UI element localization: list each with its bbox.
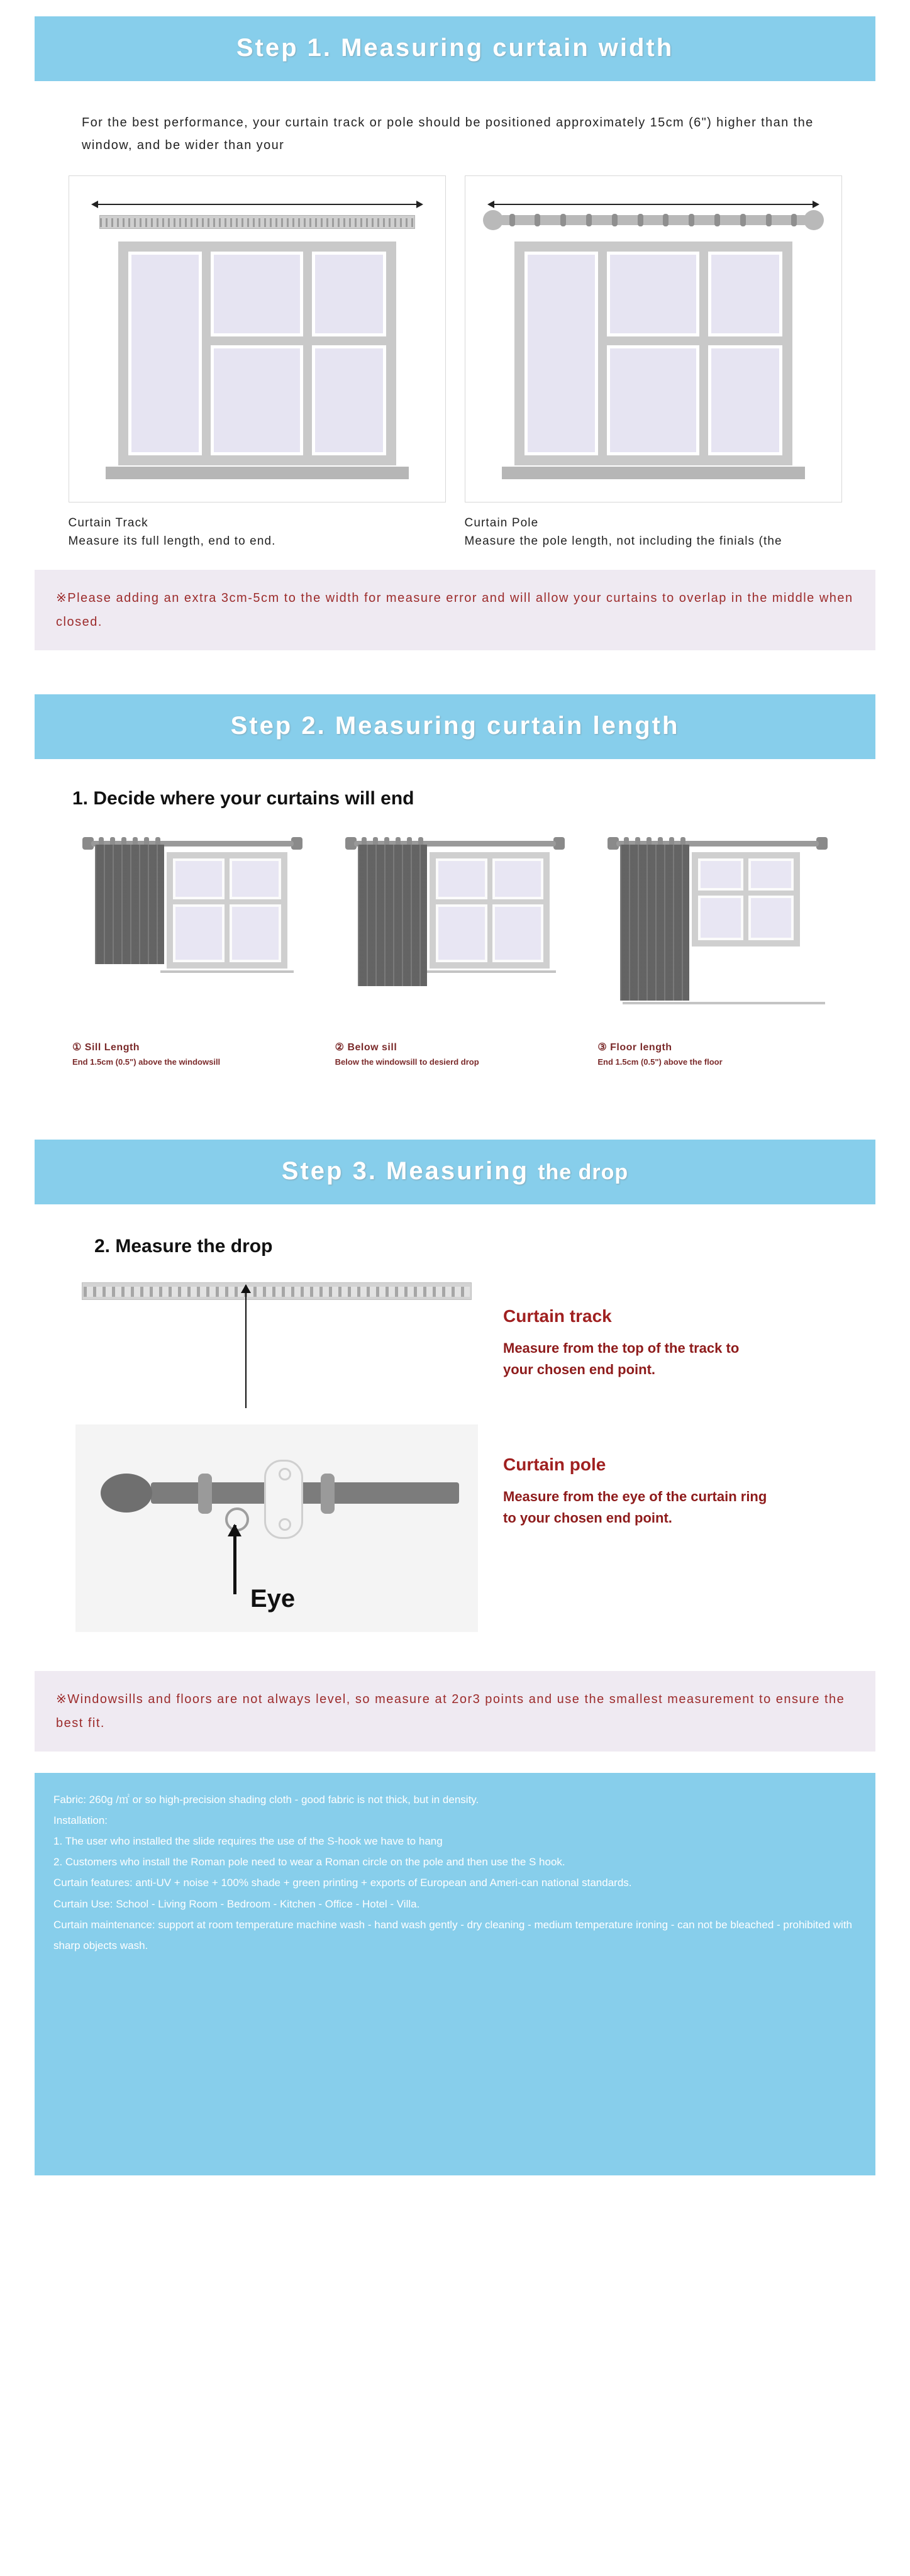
- windowsill-line: [423, 970, 557, 973]
- window-frame: [118, 242, 396, 465]
- windowsill-line: [160, 970, 294, 973]
- option-floor-length: [597, 827, 838, 1067]
- pole-caption-title: Curtain Pole: [464, 516, 539, 530]
- step1-diagram-row: [0, 175, 910, 551]
- window-pane: [211, 345, 303, 455]
- option-below-sill-detail: Below the windowsill to desierd drop: [335, 1057, 479, 1067]
- curtain-pole-title: Curtain pole: [503, 1454, 606, 1474]
- width-arrow-icon: [97, 204, 417, 205]
- window-frame: [430, 852, 550, 969]
- option-below-sill: [335, 827, 575, 1067]
- sill-length-illustration: [72, 827, 313, 1035]
- step2-options-row: [72, 827, 838, 1067]
- pole-scene: [75, 1424, 478, 1632]
- footer-note: ※Windowsills and floors are not always level, so measure at 2or3 points and use the smallest measurement to ensure the best fit.: [35, 1671, 875, 1752]
- window-pane: [492, 904, 544, 962]
- step3-title-tail: the drop: [538, 1160, 629, 1184]
- curtain-pole-icon: [151, 1482, 459, 1504]
- step1-title: Step 1. Measuring curtain width: [236, 34, 674, 62]
- curtain-pole-diagram: [465, 175, 842, 551]
- window-pane: [708, 252, 782, 336]
- track-caption: [69, 514, 446, 551]
- pole-drop-text-block: [503, 1424, 767, 1529]
- detail-line: 2. Customers who install the Roman pole need to wear a Roman circle on the pole and then use the S hook.: [53, 1856, 565, 1868]
- track-caption-text: Measure its full length, end to end.: [68, 535, 276, 548]
- step1-intro-text: For the best performance, your curtain track or pole should be positioned approximately 15cm (6") higher than the window, and be wider than your: [82, 116, 814, 152]
- window-pane: [312, 252, 386, 336]
- window-pane: [173, 904, 225, 962]
- measure-arrow-icon: [233, 1525, 236, 1594]
- step2-title: Step 2. Measuring curtain length: [230, 711, 680, 740]
- window-pane: [230, 904, 281, 962]
- option-sill-length: [72, 827, 313, 1067]
- step2-header: [35, 694, 875, 759]
- track-window-illustration: [69, 175, 446, 502]
- pole-rings-icon: [509, 214, 797, 226]
- window-pane: [173, 858, 225, 899]
- window-pane: [748, 896, 794, 940]
- detail-line: Curtain features: anti-UV + noise + 100% shade + green printing + exports of European and Ameri-can national standards.: [53, 1877, 632, 1889]
- curtain-ring-icon: [198, 1474, 212, 1514]
- pole-bracket-icon: [264, 1460, 303, 1539]
- eye-label: Eye: [250, 1584, 296, 1613]
- detail-line: Curtain Use: School - Living Room - Bedroom - Kitchen - Office - Hotel - Villa.: [53, 1897, 420, 1910]
- track-teeth-icon: [100, 218, 414, 227]
- window-pane: [698, 858, 743, 891]
- drop-track-row: [75, 1276, 835, 1408]
- window-panes: [436, 858, 544, 962]
- option-floor-detail: End 1.5cm (0.5") above the floor: [597, 1057, 723, 1067]
- step3-title: Step 3: [281, 1157, 369, 1185]
- option-below-sill-label: ② Below sill: [335, 1041, 397, 1053]
- track-caption-title: Curtain Track: [68, 516, 148, 530]
- window-pane: [128, 252, 203, 455]
- window-sill: [106, 467, 409, 479]
- option-floor-label: ③ Floor length: [597, 1041, 672, 1053]
- curtain-pole-description: Measure from the eye of the curtain ring to your chosen end point.: [503, 1488, 767, 1526]
- curtain-ring-icon: [321, 1474, 335, 1514]
- step3-subheading: 2. Measure the drop: [94, 1235, 273, 1257]
- floor-line: [623, 1002, 825, 1004]
- window-panes: [173, 858, 281, 962]
- window-pane: [524, 252, 599, 455]
- track-teeth-icon: [84, 1287, 470, 1297]
- track-scene: [75, 1276, 478, 1408]
- curtain-track-title: Curtain track: [503, 1306, 612, 1326]
- step1-header: [35, 16, 875, 81]
- track-drop-text-block: [503, 1276, 767, 1380]
- window-pane: [708, 345, 782, 455]
- step2-subheading: 1. Decide where your curtains will end: [72, 787, 414, 809]
- window-pane: [607, 252, 699, 336]
- pole-caption: [465, 514, 842, 551]
- curtain-panel: [358, 845, 427, 986]
- floor-length-illustration: [597, 827, 838, 1035]
- step3-header: [35, 1140, 875, 1204]
- option-sill-label: ① Sill Length: [72, 1041, 140, 1053]
- pole-caption-text: Measure the pole length, not including the finials (the: [464, 535, 782, 548]
- window-pane: [312, 345, 386, 455]
- curtain-track-icon: [82, 1282, 472, 1300]
- pole-finial-icon: [101, 1474, 152, 1513]
- detail-line: Curtain maintenance: support at room temperature machine wash - hand wash gently - dry cleaning - medium temperature ironing - can not be bleached - prohibited with sharp objects wash.: [53, 1918, 853, 1951]
- window-pane: [748, 858, 794, 891]
- step1-note: ※Please adding an extra 3cm-5cm to the width for measure error and will allow your curtains to overlap in the middle when closed.: [35, 570, 875, 650]
- window-pane: [230, 858, 281, 899]
- width-arrow-icon: [494, 204, 813, 205]
- window-pane: [211, 252, 303, 336]
- window-pane: [492, 858, 544, 899]
- window-pane: [607, 345, 699, 455]
- curtain-panel: [95, 845, 164, 964]
- window-panes: [698, 858, 794, 940]
- window-sill: [502, 467, 805, 479]
- curtain-track-description: Measure from the top of the track to your chosen end point.: [503, 1340, 740, 1377]
- curtain-track-diagram: [69, 175, 446, 551]
- pole-drop-illustration: [75, 1424, 478, 1632]
- window-frame: [692, 852, 800, 947]
- detail-line: 1. The user who installed the slide requires the use of the S-hook we have to hang: [53, 1835, 443, 1848]
- track-drop-illustration: [75, 1276, 478, 1408]
- window-frame: [514, 242, 792, 465]
- option-sill-detail: End 1.5cm (0.5") above the windowsill: [72, 1057, 221, 1067]
- drop-pole-row: [75, 1424, 835, 1632]
- curtain-track-icon: [99, 215, 415, 229]
- detail-line: Fabric: 260g /㎡ or so high-precision shading cloth - good fabric is not thick, but in density.: [53, 1793, 479, 1806]
- window-pane: [698, 896, 743, 940]
- window-pane: [436, 858, 487, 899]
- curtain-panel: [620, 845, 689, 1001]
- window-panes: [524, 252, 782, 455]
- product-details-block: [35, 1773, 875, 2175]
- window-panes: [128, 252, 386, 455]
- step3-title-suffix: . Measuring: [368, 1157, 530, 1185]
- pole-window-illustration: [465, 175, 842, 502]
- window-pane: [436, 904, 487, 962]
- below-sill-illustration: [335, 827, 575, 1035]
- window-frame: [167, 852, 287, 969]
- detail-line: Installation:: [53, 1814, 108, 1827]
- measure-arrow-icon: [245, 1285, 247, 1408]
